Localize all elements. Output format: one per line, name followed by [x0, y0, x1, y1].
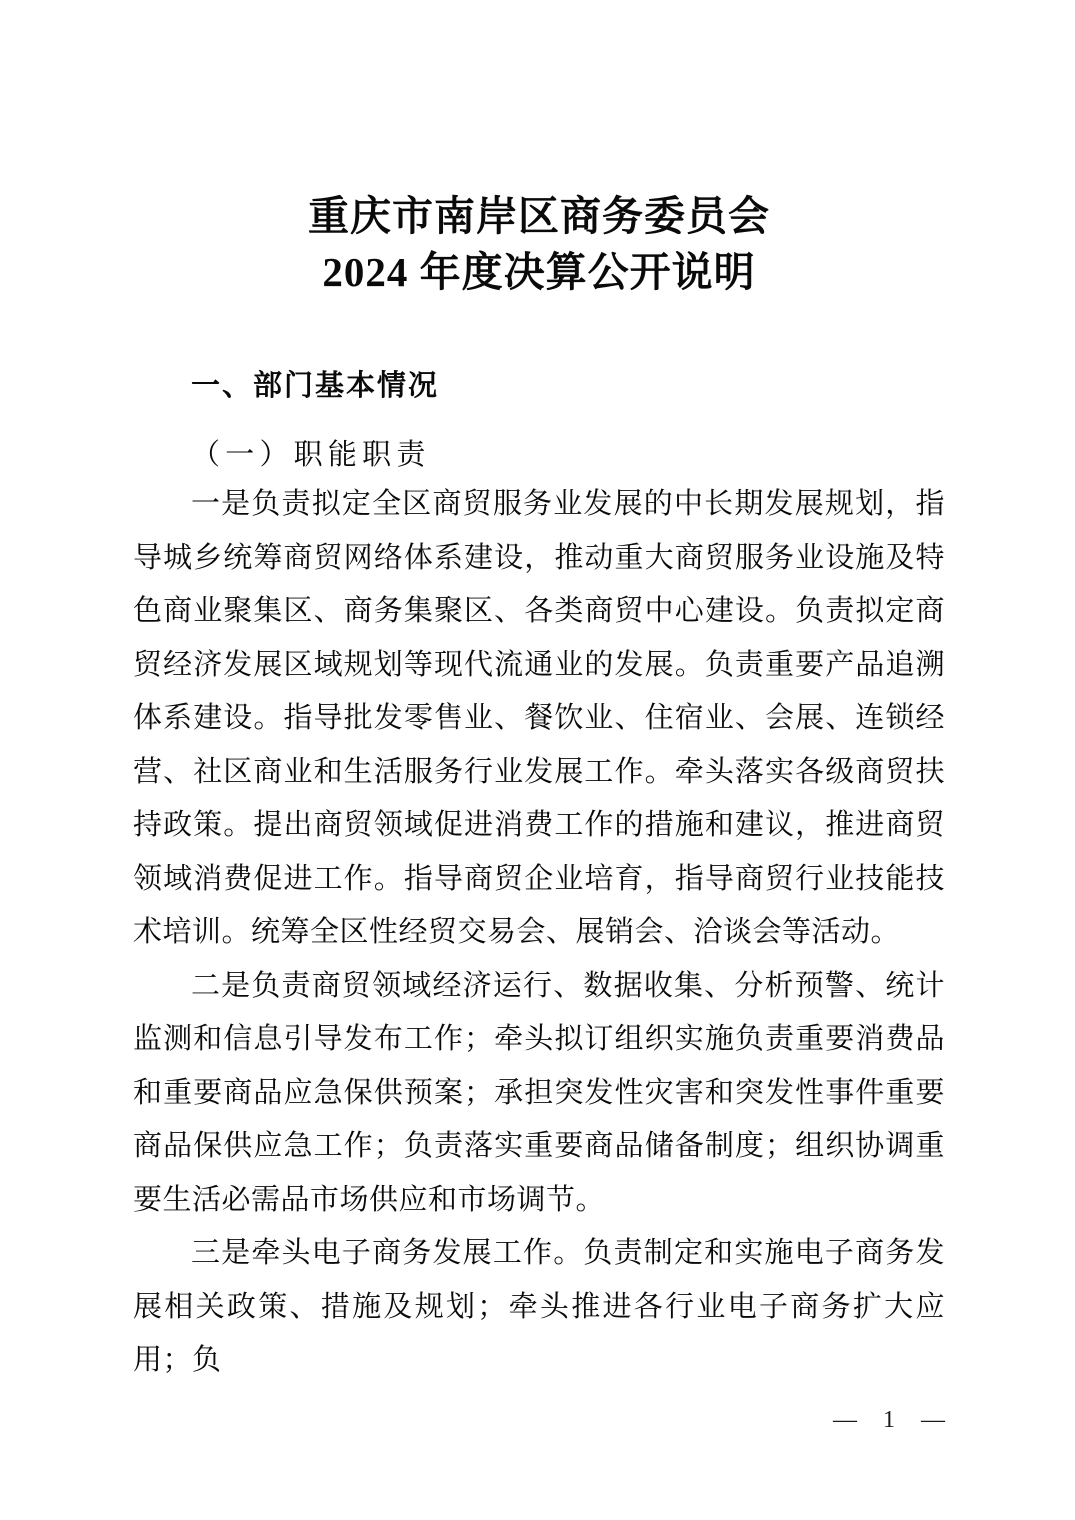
paragraph-duty-1: 一是负责拟定全区商贸服务业发展的中长期发展规划，指导城乡统筹商贸网络体系建设，推动重大商贸服务业设施及特色商业聚集区、商务集聚区、各类商贸中心建设。负责拟定商贸经济发展区域规划等现代流通业的发展。负责重要产品追溯体系建设。指导批发零售业、餐饮业、住宿业、会展、连锁经营、社区商业和生活服务行业发展工作。牵头落实各级商贸扶持政策。提出商贸领域促进消费工作的措施和建议，推进商贸领域消费促进工作。指导商贸企业培育，指导商贸行业技能技术培训。统筹全区性经贸交易会、展销会、洽谈会等活动。: [133, 488, 945, 948]
document-title-line1: 重庆市南岸区商务委员会: [308, 193, 770, 239]
document-body: [133, 478, 945, 1388]
section-heading-basic-information: 一、部门基本情况: [191, 370, 440, 402]
document-content: [133, 0, 945, 1388]
paragraph-duty-2: 二是负责商贸领域经济运行、数据收集、分析预警、统计监测和信息引导发布工作；牵头拟订组织实施负责重要消费品和重要商品应急保供预案；承担突发性灾害和突发性事件重要商品保供应急工作；负责落实重要商品储备制度；组织协调重要生活必需品市场供应和市场调节。: [133, 969, 945, 1216]
subsection-heading-functions-duties: （一）职能职责: [191, 439, 431, 471]
paragraph-duty-3: 三是牵头电子商务发展工作。负责制定和实施电子商务发展相关政策、措施及规划；牵头推进各行业电子商务扩大应用；负: [133, 1237, 945, 1376]
page-number: — 1 —: [833, 1407, 945, 1433]
page-footer: [833, 1405, 945, 1435]
document-title-line2: 2024 年度决算公开说明: [322, 249, 756, 295]
document-title: [133, 188, 945, 300]
